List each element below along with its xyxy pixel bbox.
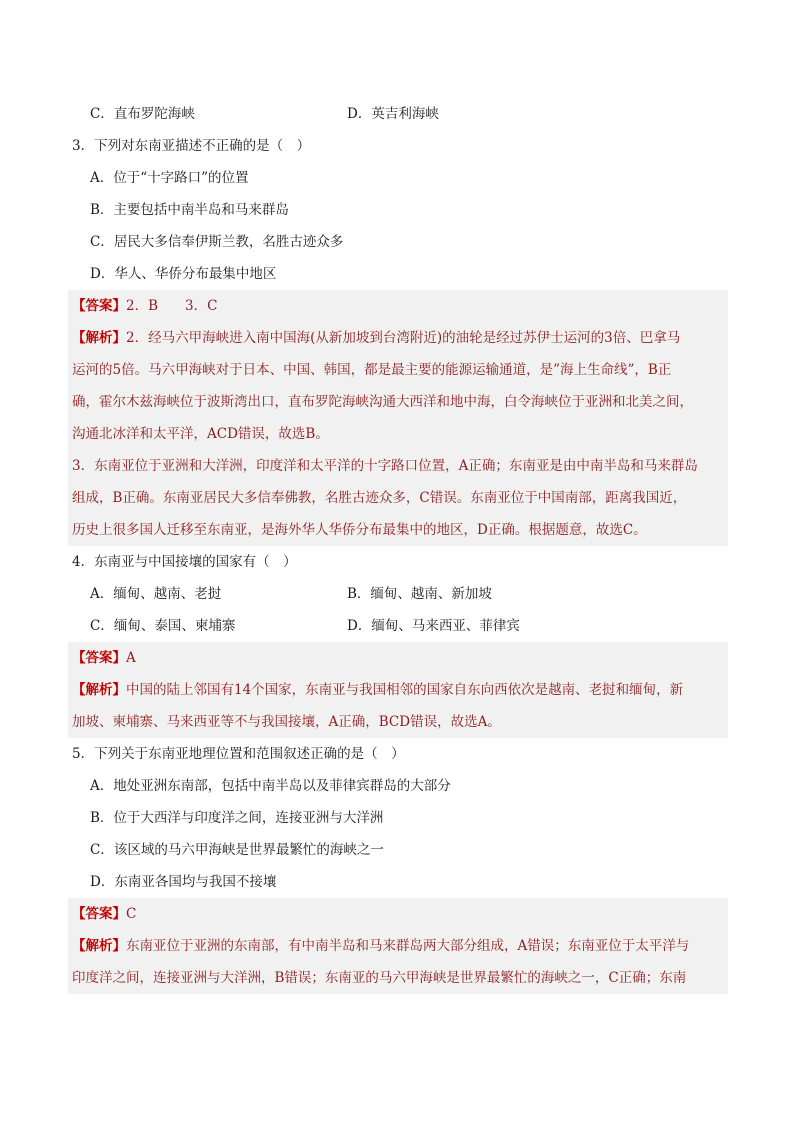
question-3-stem: 3．下列对东南亚描述不正确的是（ ） [72,138,311,154]
analysis-line: 确，霍尔木兹海峡位于波斯湾出口，直布罗陀海峡沟通大西洋和地中海，白令海峡位于亚洲和北美之间， [72,394,693,410]
answer-tag: 【答案】 [72,298,126,314]
analysis-line: 3．东南亚位于亚洲和大洋洲，印度洋和太平洋的十字路口位置，A正确；东南亚是由中南半岛和马来群岛 [72,458,698,474]
analysis-line: 组成，B正确。东南亚居民大多信奉佛教，名胜古迹众多，C错误。东南亚位于中国南部，距离我国近， [72,490,687,506]
answer-block-4 [68,642,728,738]
document-page [72,98,724,994]
q3-option-b: B．主要包括中南半岛和马来群岛 [90,202,289,218]
analysis-tag: 【解析】 [72,330,126,346]
option-d: D．英吉利海峡 [347,106,439,122]
analysis-line: 历史上很多国人迁移至东南亚，是海外华人华侨分布最集中的地区，D正确。根据题意，故选C。 [72,522,647,538]
analysis-line [72,930,724,962]
answer-line [72,290,724,322]
analysis-text: 东南亚位于亚洲的东南部，有中南半岛和马来群岛两大部分组成，A错误；东南亚位于太平洋与 [126,938,690,954]
answer-tag: 【答案】 [72,650,126,666]
answer-block-5 [68,898,728,994]
question-4-stem: 4．东南亚与中国接壤的国家有（ ） [72,554,297,570]
analysis-line: 运河的5倍。马六甲海峡对于日本、中国、韩国，都是最主要的能源运输通道，是”海上生命线”，B正 [72,362,672,378]
q3-option-d: D．华人、华侨分布最集中地区 [90,266,277,282]
answer-tag: 【答案】 [72,906,126,922]
analysis-tag: 【解析】 [72,682,126,698]
answer-line [72,898,724,930]
option-c: C．直布罗陀海峡 [90,106,195,122]
q2-options-cd [72,98,724,130]
q4-options-ab [72,578,724,610]
answer-block-2-3 [68,290,728,546]
q5-option-c: C．该区域的马六甲海峡是世界最繁忙的海峡之一 [90,842,384,858]
answer-line [72,642,724,674]
answer-text: 2．B 3．C [126,298,218,314]
q3-option-a: A．位于“十字路口”的位置 [90,170,249,186]
q4-option-d: D．缅甸、马来西亚、菲律宾 [347,618,520,634]
analysis-line: 沟通北冰洋和太平洋，ACD错误，故选B。 [72,426,329,442]
analysis-line: 加坡、柬埔寨、马来西亚等不与我国接壤，A正确，BCD错误，故选A。 [72,714,501,730]
analysis-text: 中国的陆上邻国有14个国家，东南亚与我国相邻的国家自东向西依次是越南、老挝和缅甸，新 [126,682,684,698]
q5-option-b: B．位于大西洋与印度洋之间，连接亚洲与大洋洲 [90,810,384,826]
q5-option-d: D．东南亚各国均与我国不接壤 [90,874,277,890]
q4-option-a: A．缅甸、越南、老挝 [90,586,222,602]
q4-options-cd [72,610,724,642]
analysis-text: 2．经马六甲海峡进入南中国海(从新加坡到台湾附近)的油轮是经过苏伊士运河的3倍、巴拿马 [126,330,681,346]
analysis-line [72,322,724,354]
answer-text: A [126,650,136,666]
question-5-stem: 5．下列关于东南亚地理位置和范围叙述正确的是（ ） [72,746,405,762]
q3-option-c: C．居民大多信奉伊斯兰教，名胜古迹众多 [90,234,344,250]
q4-option-c: C．缅甸、泰国、柬埔寨 [90,618,236,634]
q4-option-b: B．缅甸、越南、新加坡 [347,586,492,602]
analysis-tag: 【解析】 [72,938,126,954]
analysis-line: 印度洋之间，连接亚洲与大洋洲，B错误；东南亚的马六甲海峡是世界最繁忙的海峡之一，C正确；东南 [72,970,687,986]
q5-option-a: A．地处亚洲东南部，包括中南半岛以及菲律宾群岛的大部分 [90,778,451,794]
analysis-line [72,674,724,706]
answer-text: C [126,906,137,922]
